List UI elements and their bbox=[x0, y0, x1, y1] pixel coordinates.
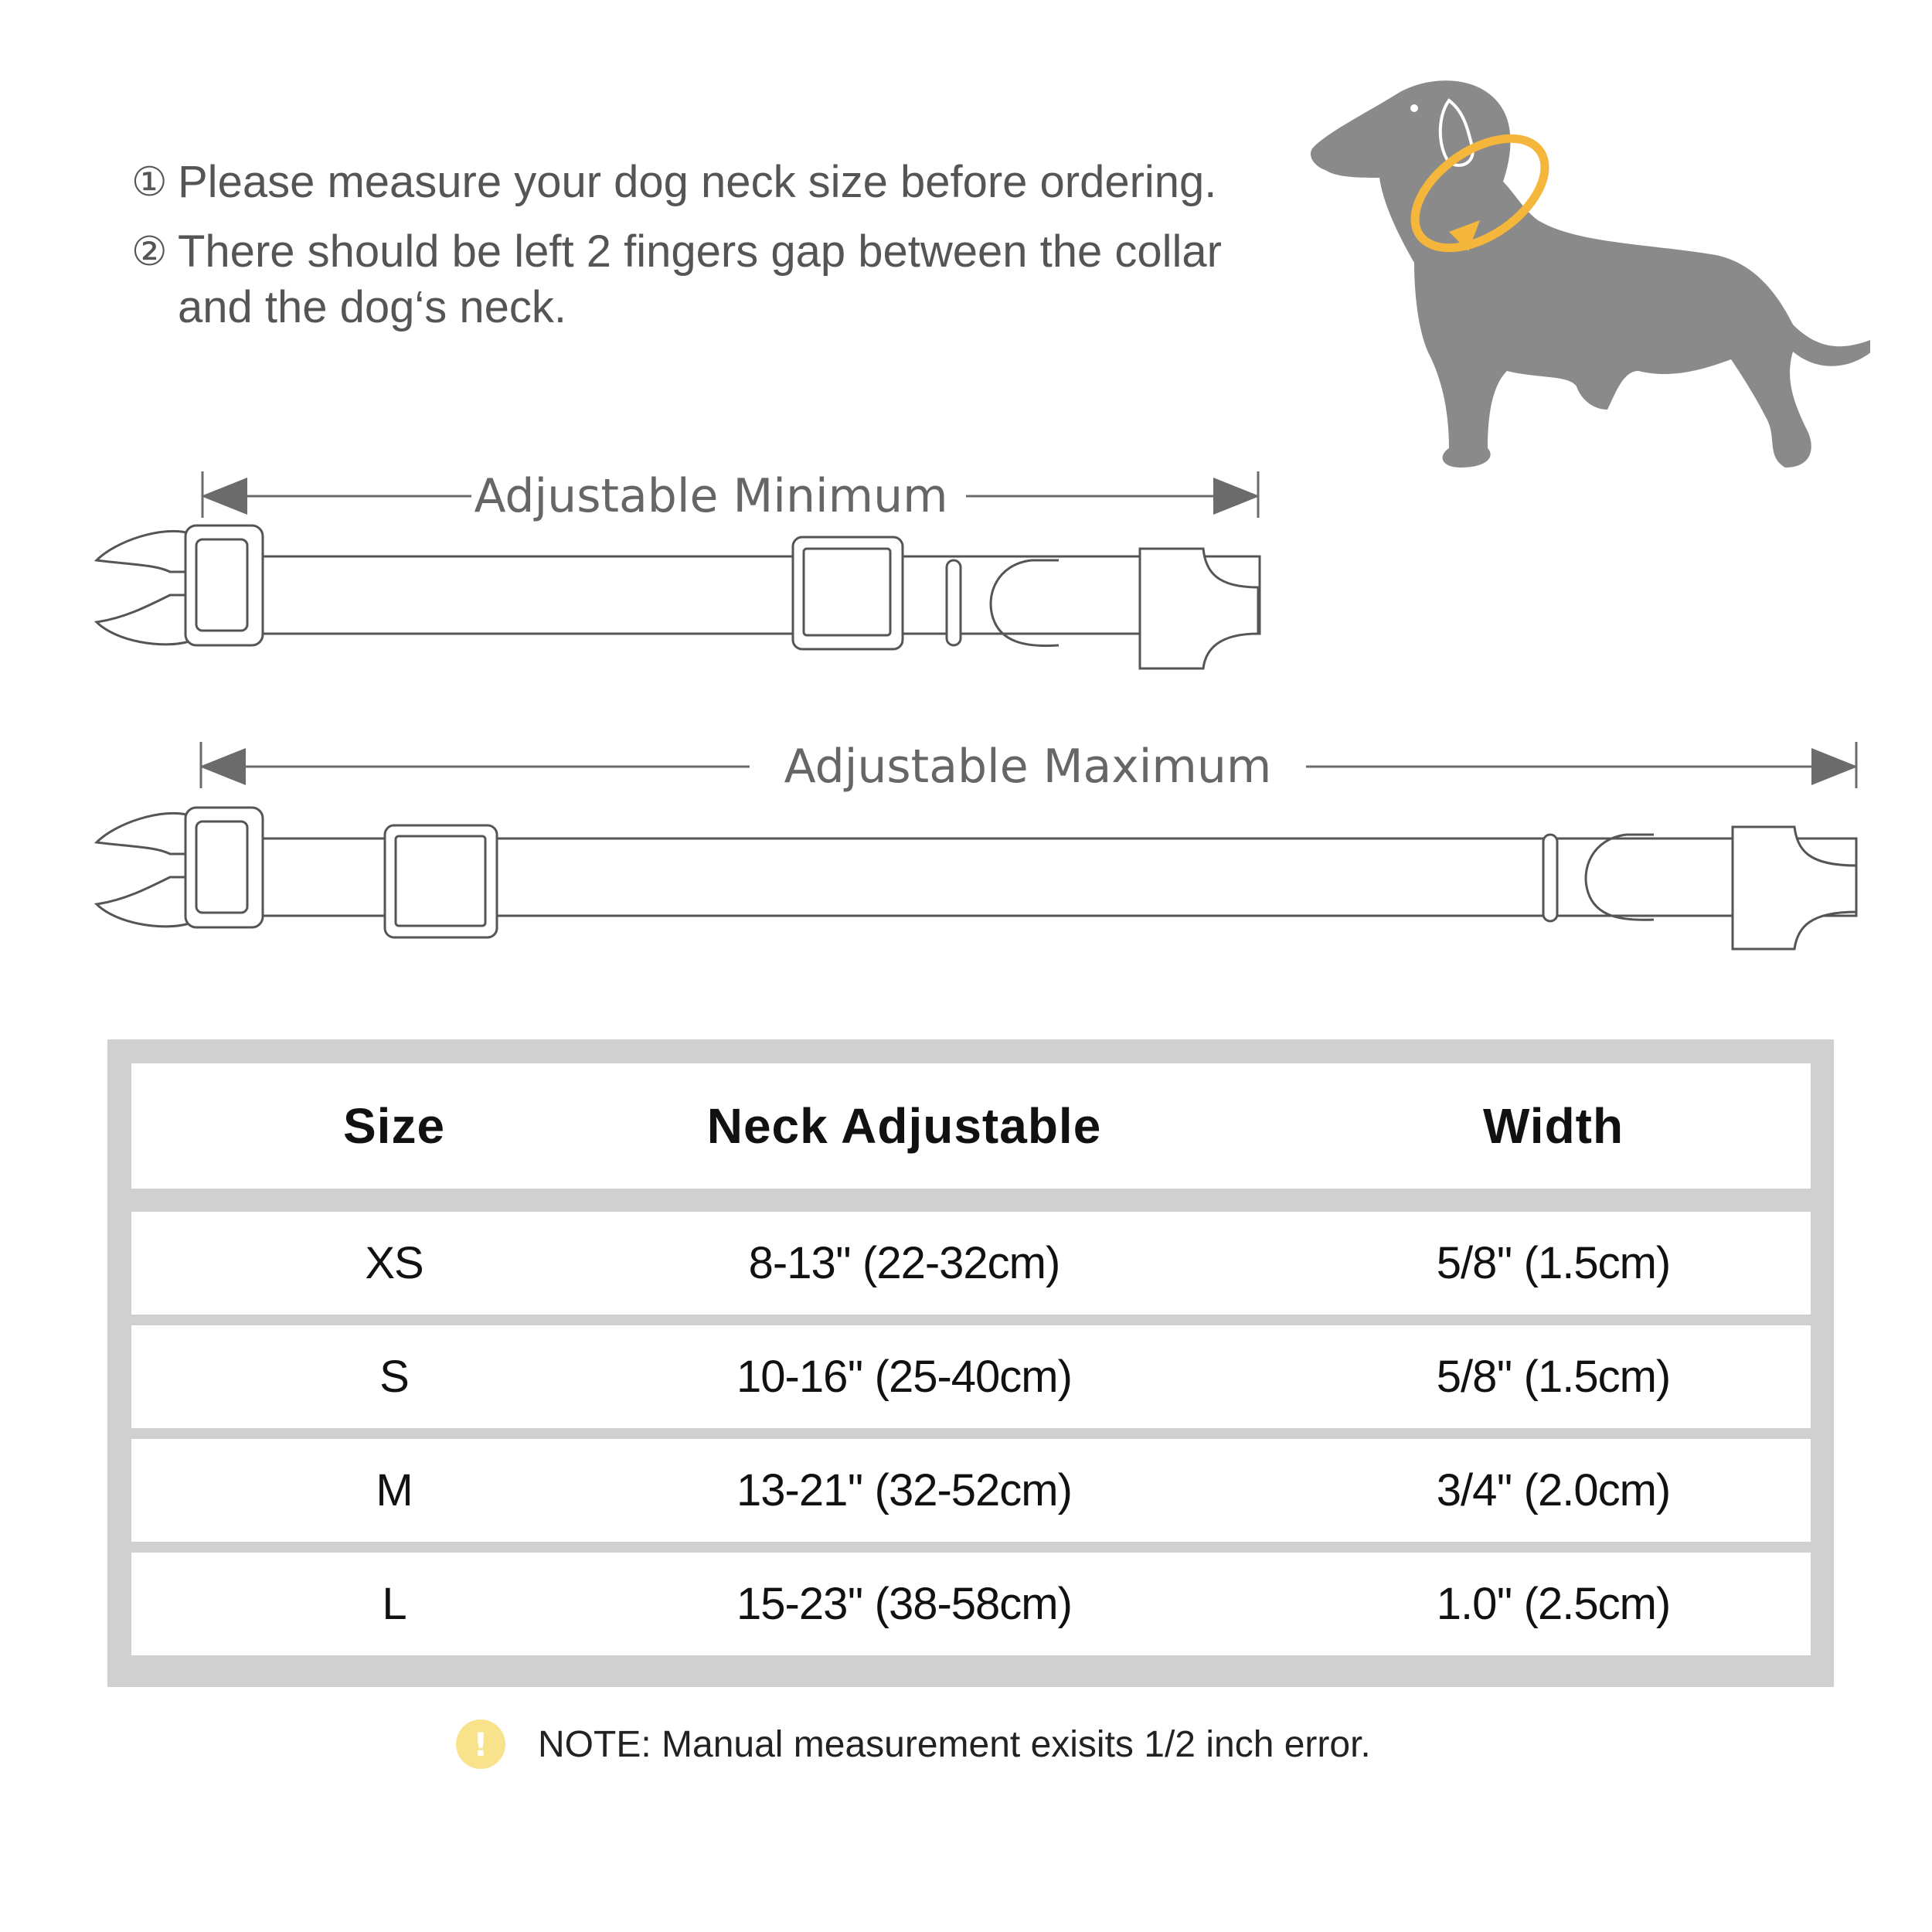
cell-size: XS bbox=[365, 1238, 423, 1288]
cell-size: L bbox=[382, 1579, 406, 1629]
size-chart-table bbox=[107, 1039, 1834, 1687]
instruction-marker: ② bbox=[131, 229, 168, 275]
cell-width: 5/8'' (1.5cm) bbox=[1436, 1238, 1671, 1288]
cell-width: 1.0'' (2.5cm) bbox=[1436, 1579, 1671, 1629]
minimum-label: Adjustable Minimum bbox=[474, 469, 948, 523]
table-row bbox=[131, 1553, 1811, 1655]
collar-diagram bbox=[77, 448, 1886, 974]
cell-width: 3/4'' (2.0cm) bbox=[1436, 1465, 1671, 1515]
maximum-label: Adjustable Maximum bbox=[784, 740, 1272, 794]
note-text: NOTE: Manual measurement exisits 1/2 inch error. bbox=[538, 1723, 1371, 1765]
collar-maximum bbox=[97, 808, 1856, 949]
instruction-item bbox=[131, 155, 1291, 210]
table-header-row bbox=[131, 1063, 1811, 1189]
measurement-instructions bbox=[131, 155, 1291, 335]
instruction-item bbox=[131, 224, 1291, 335]
cell-neck: 15-23'' (38-58cm) bbox=[736, 1579, 1072, 1629]
cell-neck: 8-13'' (22-32cm) bbox=[748, 1238, 1060, 1288]
header-neck-adjustable: Neck Adjustable bbox=[706, 1098, 1102, 1154]
dog-silhouette-icon bbox=[1283, 46, 1870, 479]
table-row bbox=[131, 1212, 1811, 1315]
size-table-body bbox=[131, 1063, 1811, 1660]
header-width: Width bbox=[1482, 1098, 1624, 1154]
header-size: Size bbox=[342, 1098, 446, 1154]
instruction-text: There should be left 2 fingers gap between the collar and the dog‘s neck. bbox=[178, 226, 1222, 332]
instruction-marker: ① bbox=[131, 159, 168, 206]
cell-neck: 13-21'' (32-52cm) bbox=[736, 1465, 1072, 1515]
dog-body bbox=[1311, 80, 1870, 468]
dog-eye bbox=[1410, 104, 1418, 112]
cell-size: M bbox=[376, 1465, 413, 1515]
table-row bbox=[131, 1325, 1811, 1428]
exclamation-icon: ! bbox=[456, 1719, 505, 1769]
cell-neck: 10-16'' (25-40cm) bbox=[736, 1352, 1072, 1402]
measurement-note bbox=[456, 1719, 1371, 1769]
collar-minimum bbox=[97, 526, 1260, 668]
cell-width: 5/8'' (1.5cm) bbox=[1436, 1352, 1671, 1402]
instruction-text: Please measure your dog neck size before ordering. bbox=[178, 157, 1217, 207]
table-row bbox=[131, 1439, 1811, 1542]
cell-size: S bbox=[379, 1352, 409, 1402]
